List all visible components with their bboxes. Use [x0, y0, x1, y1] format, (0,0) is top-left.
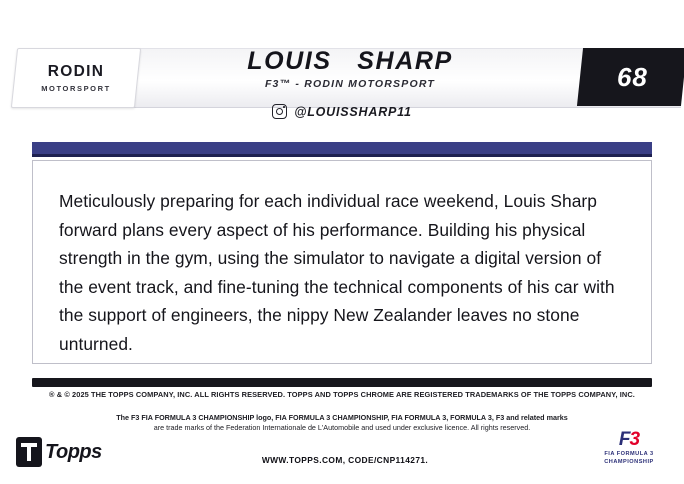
player-last-name: SHARP — [357, 47, 453, 75]
instagram-icon — [272, 104, 287, 119]
bio-panel — [32, 160, 652, 364]
player-subtitle: F3™ - RODIN MOTORSPORT — [264, 78, 436, 90]
f3-letter-3: 3 — [629, 429, 640, 450]
team-name: RODIN — [47, 63, 105, 80]
accent-bar-shadow — [32, 154, 652, 157]
accent-bar — [32, 142, 652, 154]
social-row — [0, 104, 684, 124]
f3-sub-line-1: FIA FORMULA 3 — [604, 451, 654, 457]
f3-sub-line-2: CHAMPIONSHIP — [604, 459, 654, 465]
team-subtitle: MOTORSPORT — [41, 84, 111, 93]
copyright-text: ® & © 2025 THE TOPPS COMPANY, INC. ALL RIGHTS RESERVED. TOPPS AND TOPPS CHROME ARE REGISTERED TRADEMARKS OF THE TOPPS COMPANY, INC. — [49, 390, 635, 399]
topps-t-icon — [16, 437, 42, 467]
legal-text — [90, 413, 594, 433]
f3-logo — [592, 430, 666, 470]
player-first-name: LOUIS — [247, 47, 332, 75]
topps-wordmark: Topps — [45, 440, 102, 463]
f3-mark — [619, 430, 639, 450]
url-text: WWW.TOPPS.COM, CODE/CNP114271. — [261, 455, 429, 465]
legal-line-2: are trade marks of the Federation Internationale de L'Automobile and used under exclusive licence. All rights reserved. — [153, 423, 531, 432]
legal-line-1: The F3 FIA FORMULA 3 CHAMPIONSHIP logo, FIA FORMULA 3 CHAMPIONSHIP, FIA FORMULA 3, FORMULA 3, F3 and related marks — [116, 413, 568, 422]
f3-letter-f: F — [618, 429, 630, 450]
topps-logo — [16, 432, 102, 472]
social-handle: @LOUISSHARP11 — [294, 104, 412, 119]
card-number: 68 — [616, 61, 648, 92]
bio-panel-foot — [32, 378, 652, 387]
team-logo-block — [11, 48, 141, 108]
card-header-band — [0, 20, 684, 114]
bio-text: Meticulously preparing for each individual race weekend, Louis Sharp forward plans every aspect of his performance. Building his physical strength in the gym, using the simulator to navigate a digital version of the event track, and fine-tuning the technical components of his car with the support of engineers, the nippy New Zealander leaves no stone unturned. — [59, 191, 615, 354]
card-number-box — [577, 48, 684, 106]
